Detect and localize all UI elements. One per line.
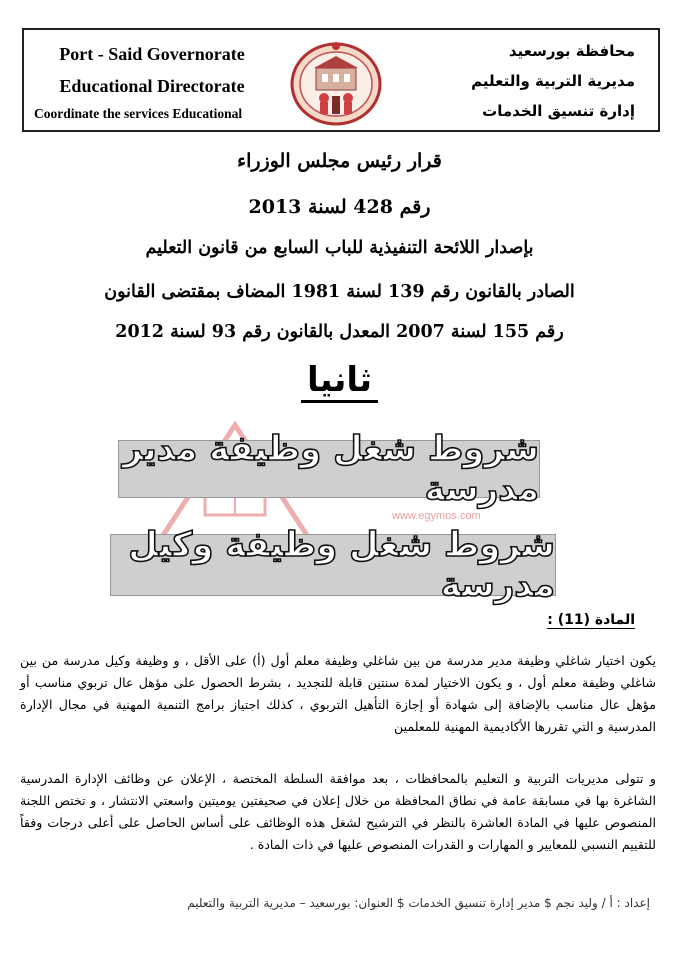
directorate-emblem-icon <box>286 38 386 128</box>
section-heading <box>0 360 679 400</box>
header-ar-governorate: محافظة بورسعيد <box>508 42 635 60</box>
article-paragraph-1: يكون اختيار شاغلي وظيفة مدير مدرسة من بين شاغلي وظيفة معلم أول (أ) على الأقل ، و وظيفة وكيل مدرسة من بين شاغلي وظيفة معلم أول ، و يكون الاختيار لمدة سنتين قابلة للتجديد ، بشرط الحصول على مؤهل عال تربوي مناسب أو مؤهل عال مناسب بالإضافة إلى شهادة أو إجازة التأهيل التربوي ، كذلك اجتياز برامج التنمية المهنية في مجال الإدارة المدرسية و التي تقررها الأكاديمية المهنية للمعلمين <box>20 653 656 734</box>
decree-law-amendment: رقم 155 لسنة 2007 المعدل بالقانون رقم 93 لسنة 2012 <box>115 322 564 342</box>
header-en-governorate: Port - Said Governorate <box>59 44 245 64</box>
article-title-text: المادة (11) : <box>547 612 635 628</box>
principal-conditions-text: شروط شغل وظيفة مدير مدرسة <box>122 429 539 509</box>
watermark-url: www.egymos.com <box>392 510 481 522</box>
decree-subject: بإصدار اللائحة التنفيذية للباب السابع من قانون التعليم <box>145 238 534 258</box>
article-title <box>547 612 635 628</box>
header-en-directorate: Educational Directorate <box>59 76 245 96</box>
deputy-conditions-text: شروط شغل وظيفة وكيل مدرسة <box>128 525 555 605</box>
deputy-conditions-box <box>110 525 556 605</box>
header-ar-directorate: مديرية التربية والتعليم <box>471 72 635 90</box>
decree-law-reference: الصادر بالقانون رقم 139 لسنة 1981 المضاف بمقتضى القانون <box>104 282 575 302</box>
header-ar-department: إدارة تنسيق الخدمات <box>482 102 635 120</box>
section-heading-text: ثانيا <box>301 360 378 403</box>
principal-conditions-box <box>118 429 540 509</box>
decree-number: رقم 428 لسنة 2013 <box>248 196 431 218</box>
header-en-department: Coordinate the services Educational <box>34 106 243 121</box>
article-paragraph-2: و تتولى مديريات التربية و التعليم بالمحافظات ، بعد موافقة السلطة المختصة ، الإعلان عن وظائف الإدارة المدرسية الشاغرة بها في مسابقة عامة في نطاق المحافظة من خلال إعلان في صحيفتين يوميتين واسعتي الانتشار ، و تختص اللجنة المنصوص عليها في المادة العاشرة بالنظر في الترشيح لشغل هذه الوظائف على أساس الحاصل على أعلى درجات وفقاً للتقييم النسبي للمعايير و المهارات و القدرات المنصوص عليها في ذات المادة . <box>20 771 656 852</box>
footer-credit: إعداد : أ / وليد نجم $ مدير إدارة تنسيق الخدمات $ العنوان: بورسعيد – مديرية التربية والتعليم <box>187 896 650 910</box>
decree-title: قرار رئيس مجلس الوزراء <box>237 150 442 172</box>
